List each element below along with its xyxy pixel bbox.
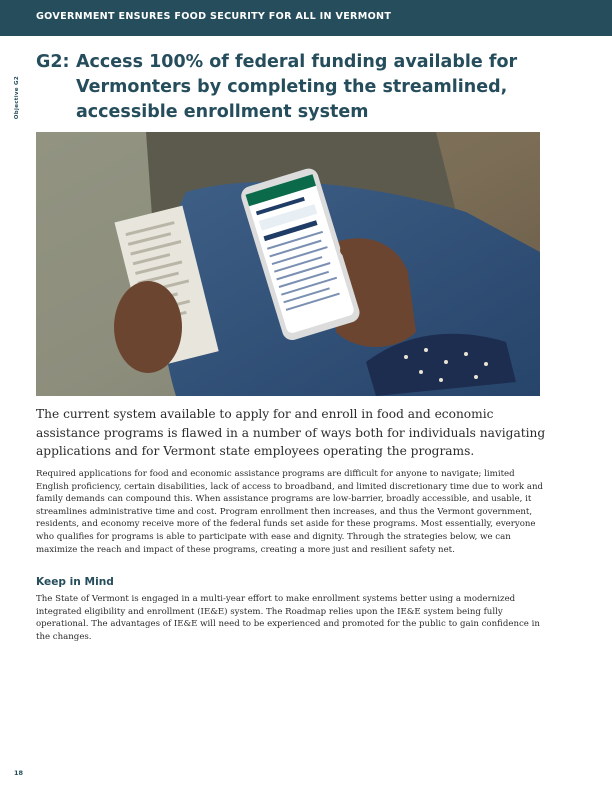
keep-in-mind-heading: Keep in Mind — [36, 576, 114, 588]
goal-title — [36, 50, 536, 125]
header-bar — [0, 0, 612, 36]
header-title: GOVERNMENT ENSURES FOOD SECURITY FOR ALL IN VERMONT — [36, 11, 392, 22]
lead-paragraph: The current system available to apply for and enroll in food and economic assistance programs is flawed in a number of ways both for individuals navigating applications and for Vermont state employees operating the programs. — [36, 407, 546, 459]
phone-with-form-photo — [36, 132, 540, 396]
goal-title-line-3: accessible enrollment system — [76, 102, 369, 122]
body-paragraph: Required applications for food and economic assistance programs are difficult for anyone to navigate; limited English proficiency, certain disabilities, lack of access to broadband, and limited discretionary time due to work and family demands can compound this. When assistance programs are low-barrier, broadly accessible, and usable, it streamlines administrative time and cost. Program enrollment then increases, and thus the Vermont government, residents, and economy receive more of the federal funds set aside for these programs. Most essentially, everyone who qualifies for programs is able to participate with ease and dignity. Through the strategies below, we can maximize the reach and impact of these programs, creating a more just and resilient safety net. — [36, 469, 544, 555]
page-number: 18 — [14, 769, 24, 777]
objective-side-tab: Objective G2 — [14, 76, 20, 120]
goal-title-line-2: Vermonters by completing the streamlined, — [76, 77, 508, 97]
keep-in-mind-text: The State of Vermont is engaged in a multi-year effort to make enrollment systems better using a modernized integrated eligibility and enrollment (IE&E) system. The Roadmap relies upon the IE&E system being fully operational. The advantages of IE&E will need to be experienced and promoted for the public to gain confidence in the changes. — [36, 594, 540, 642]
goal-code: G2: — [36, 52, 70, 72]
goal-title-line-1: Access 100% of federal funding available for — [76, 52, 518, 72]
